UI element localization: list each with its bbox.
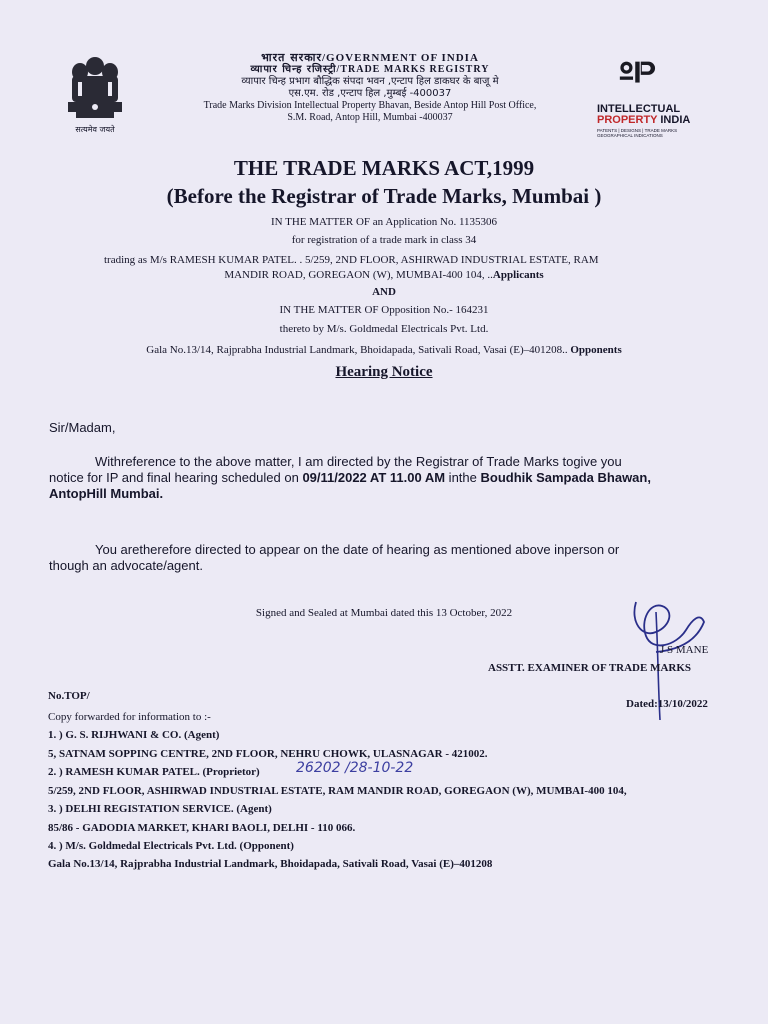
trading-line-1: trading as M/s RAMESH KUMAR PATEL. . 5/259, 2ND FLOOR, ASHIRWAD INDUSTRIAL ESTATE, RAM — [104, 254, 599, 266]
signatory-name: J S MANE — [660, 644, 709, 656]
recipient-4-address: Gala No.13/14, Rajprabha Industrial Landmark, Bhoidapada, Sativali Road, Vasai (E)–401208 — [48, 858, 493, 870]
and-label: AND — [372, 286, 396, 298]
salutation: Sir/Madam, — [49, 420, 116, 435]
ip-india-logo-icon — [594, 60, 704, 104]
address-line-1: Trade Marks Division Intellectual Property Bhavan, Beside Antop Hill Post Office, — [203, 100, 537, 111]
emblem-motto: सत्यमेव जयते — [75, 125, 115, 134]
opposition-line: IN THE MATTER OF Opposition No.- 164231 — [279, 304, 489, 316]
trading-line-2-text: MANDIR ROAD, GOREGAON (W), MUMBAI-400 104, .. — [224, 269, 493, 281]
application-line: IN THE MATTER OF an Application No. 1135306 — [270, 216, 498, 228]
paragraph-1 — [49, 454, 721, 502]
handwritten-entry: 26202 /28-10-22 — [296, 760, 414, 776]
act-title: THE TRADE MARKS ACT,1999 — [233, 156, 535, 180]
recipient-2-address: 5/259, 2ND FLOOR, ASHIRWAD INDUSTRIAL ESTATE, RAM MANDIR ROAD, GOREGAON (W), MUMBAI-400 104, — [48, 785, 627, 797]
registry-english: /TRADE MARKS REGISTRY — [336, 64, 490, 75]
recipient-3-address: 85/86 - GADODIA MARKET, KHARI BAOLI, DELHI - 110 066. — [48, 822, 356, 834]
notice-heading — [0, 364, 768, 381]
hindi-address-1: व्यापार चिन्ह प्रभाग बौद्धिक संपदा भवन ,एन्टाप हिल डाकघर के बाजू मे — [241, 76, 499, 87]
para1-line1: Withreference to the above matter, I am directed by the Registrar of Trade Marks togive you — [95, 454, 622, 469]
signed-sealed-line: Signed and Sealed at Mumbai dated this 13 October, 2022 — [255, 607, 513, 619]
hindi-address-2: एस.एम. रोड ,एन्टाप हिल ,मुम्बई -400037 — [288, 88, 452, 99]
thereto-line: thereto by M/s. Goldmedal Electricals Pvt. Ltd. — [279, 323, 489, 335]
opponents-label: Opponents — [570, 344, 622, 356]
notice-title: Hearing Notice — [335, 364, 433, 380]
para1-line3: AntopHill Mumbai. — [49, 486, 164, 501]
ip-india-name — [597, 104, 690, 126]
paragraph-2 — [49, 542, 721, 574]
ipi-sub-1: PATENTS | DESIGNS | TRADE MARKS — [597, 128, 678, 133]
ipi-name-2: PROPERTY — [597, 114, 658, 126]
para2-line2: though an advocate/agent. — [49, 558, 203, 573]
gov-english: /GOVERNMENT OF INDIA — [322, 52, 479, 64]
applicants-label: Applicants — [492, 269, 544, 281]
registry-line — [150, 64, 590, 76]
dated: Dated:13/10/2022 — [626, 698, 708, 710]
ip-india-tagline — [597, 128, 707, 138]
hearing-place: Boudhik Sampada Bhawan, — [480, 470, 651, 485]
address-line-2: S.M. Road, Antop Hill, Mumbai -400037 — [287, 112, 453, 123]
registrar-title: (Before the Registrar of Trade Marks, Mumbai ) — [166, 184, 602, 208]
para1-line2 — [49, 470, 721, 486]
ipi-sub-2: GEOGRAPHICAL INDICATIONS — [597, 133, 663, 138]
hindi-gov: भारत सरकार — [261, 51, 322, 64]
para1-line2-a: notice for IP and final hearing scheduled on — [49, 470, 303, 485]
signatory-designation: ASSTT. EXAMINER OF TRADE MARKS — [488, 662, 692, 674]
ipi-name-3: INDIA — [660, 114, 691, 126]
recipient-1-name: 1. ) G. S. RIJHWANI & CO. (Agent) — [48, 729, 220, 741]
recipient-1-address: 5, SATNAM SOPPING CENTRE, 2ND FLOOR, NEHRU CHOWK, ULASNAGAR - 421002. — [48, 748, 488, 760]
trading-line-2 — [0, 268, 768, 282]
recipient-2-name: 2. ) RAMESH KUMAR PATEL. (Proprietor) — [48, 766, 260, 778]
gov-line — [150, 52, 590, 64]
ipi-name-1: INTELLECTUAL — [597, 103, 681, 115]
copy-forwarded: Copy forwarded for information to :- — [48, 711, 211, 723]
opponent-address-line — [0, 343, 768, 357]
recipient-3-name: 3. ) DELHI REGISTATION SERVICE. (Agent) — [48, 803, 272, 815]
class-line: for registration of a trade mark in class 34 — [291, 234, 477, 246]
para1-line2-b: inthe — [445, 470, 481, 485]
hearing-date: 09/11/2022 AT 11.00 AM — [302, 470, 446, 485]
para2-line1: You aretherefore directed to appear on the date of hearing as mentioned above inperson or — [95, 542, 620, 557]
opponent-address: Gala No.13/14, Rajprabha Industrial Landmark, Bhoidapada, Sativali Road, Vasai (E)–401208.. — [146, 344, 568, 356]
recipient-4-name: 4. ) M/s. Goldmedal Electricals Pvt. Ltd. (Opponent) — [48, 840, 294, 852]
letterhead — [150, 52, 590, 124]
hindi-registry: व्यापार चिन्ह रजिस्ट्री — [250, 64, 337, 75]
reference-number: No.TOP/ — [48, 690, 90, 702]
